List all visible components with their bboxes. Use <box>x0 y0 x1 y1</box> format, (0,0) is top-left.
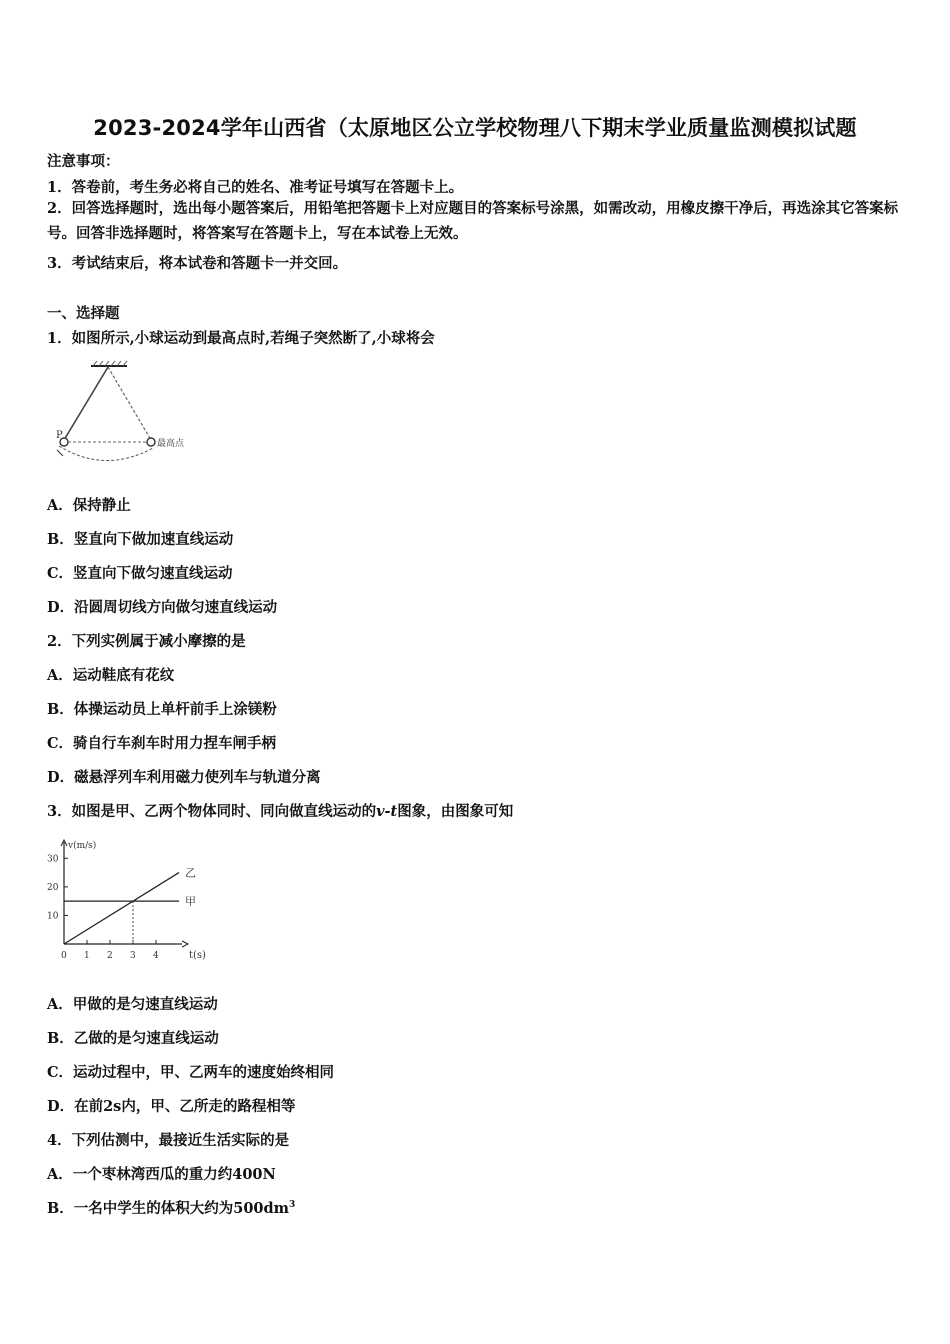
x-tick-label: 3 <box>130 951 136 961</box>
question-stem: 2．下列实例属于减小摩擦的是 <box>47 633 246 650</box>
option: A．运动鞋底有花纹 <box>47 667 175 684</box>
question-stem: 4．下列估测中，最接近生活实际的是 <box>47 1132 290 1149</box>
arc-path <box>59 446 153 461</box>
x-arrow-icon <box>182 941 188 947</box>
option: B．竖直向下做加速直线运动 <box>47 531 234 548</box>
option: A．甲做的是匀速直线运动 <box>47 996 218 1013</box>
arrow-icon <box>57 450 63 456</box>
y-tick-label: 20 <box>47 882 59 893</box>
notice-item: 1．答卷前，考生务必将自己的姓名、准考证号填写在答题卡上。 <box>47 179 464 196</box>
y-axis-label: v(m/s) <box>68 841 97 851</box>
option: C．运动过程中，甲、乙两车的速度始终相同 <box>47 1064 335 1081</box>
x-axis-label: t(s) <box>189 950 206 961</box>
vt-chart <box>44 836 204 966</box>
option: B．乙做的是匀速直线运动 <box>47 1030 219 1047</box>
series-label: 甲 <box>185 895 196 909</box>
stem-text: 图象，由图象可知 <box>397 803 514 820</box>
option: D．沿圆周切线方向做匀速直线运动 <box>47 599 278 616</box>
option <box>47 1197 295 1218</box>
option: D．在前2s内，甲、乙所走的路程相等 <box>47 1098 296 1115</box>
x-tick-label: 0 <box>61 951 67 961</box>
x-tick-label: 1 <box>84 951 90 961</box>
label-highest: 最高点 <box>157 439 185 449</box>
rope-dashed <box>108 367 151 440</box>
ball-highest <box>147 438 155 446</box>
series-label: 乙 <box>185 866 196 880</box>
pendulum-figure <box>47 358 217 476</box>
notice-item: 3．考试结束后，将本试卷和答题卡一并交回。 <box>47 255 348 272</box>
option: A．一个枣林湾西瓜的重力约400N <box>47 1166 276 1183</box>
superscript: 3 <box>289 1200 296 1211</box>
x-tick-label: 4 <box>153 951 159 961</box>
label-p: P <box>56 430 63 441</box>
rope <box>64 367 108 440</box>
stem-var: v-t <box>376 803 398 820</box>
question-stem <box>47 800 513 821</box>
y-tick-label: 10 <box>47 911 59 922</box>
option: D．磁悬浮列车利用磁力使列车与轨道分离 <box>47 769 321 786</box>
option: B．体操运动员上单杆前手上涂镁粉 <box>47 701 277 718</box>
y-tick-label: 30 <box>47 854 59 865</box>
section-heading: 一、选择题 <box>47 305 120 322</box>
option: A．保持静止 <box>47 497 131 514</box>
notice-item: 2．回答选择题时，选出每小题答案后，用铅笔把答题卡上对应题目的答案标号涂黑，如需改动，用橡皮擦干净后，再选涂其它答案标号。回答非选择题时，将答案写在答题卡上，写在本试卷上无效。 <box>47 200 899 242</box>
page-title: 2023-2024学年山西省（太原地区公立学校物理八下期末学业质量监测模拟试题 <box>93 116 857 140</box>
x-tick-label: 2 <box>107 951 113 961</box>
question-stem: 1．如图所示,小球运动到最高点时,若绳子突然断了,小球将会 <box>47 330 435 347</box>
notice-heading: 注意事项： <box>47 153 120 170</box>
option: C．竖直向下做匀速直线运动 <box>47 565 233 582</box>
stem-text: 3．如图是甲、乙两个物体同时、同向做直线运动的 <box>47 803 377 820</box>
option: C．骑自行车刹车时用力捏车闸手柄 <box>47 735 277 752</box>
option-text: B．一名中学生的体积大约为500dm <box>47 1200 290 1217</box>
series-line-yi <box>64 873 179 944</box>
